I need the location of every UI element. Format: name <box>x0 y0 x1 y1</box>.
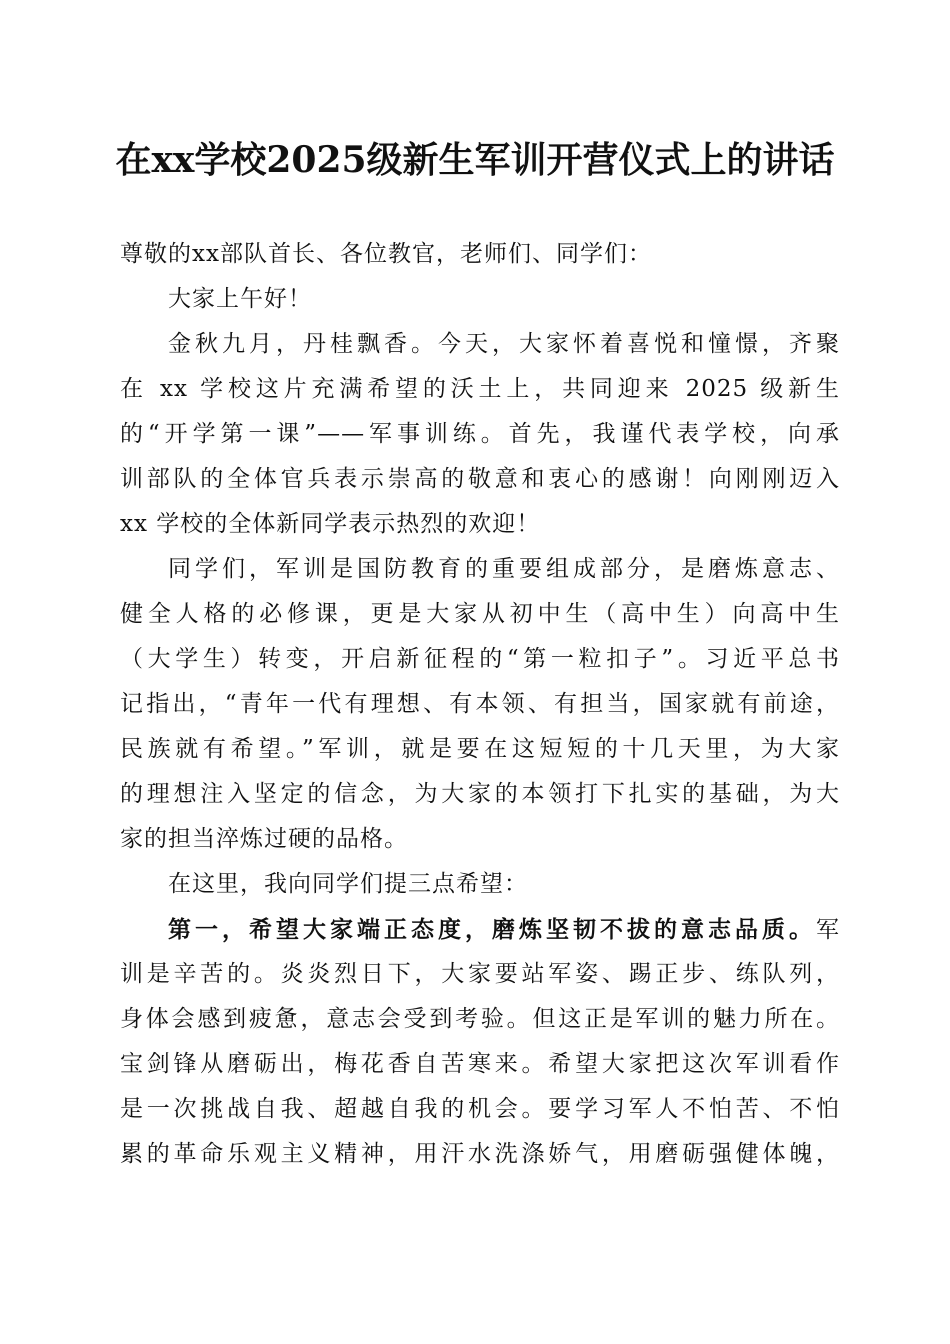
text-line: （大学生）转变，开启新征程的“第一粒扣子”。习近平总书 <box>120 646 840 672</box>
line-suffix-text: 军 <box>816 917 840 943</box>
text-line: 健全人格的必修课，更是大家从初中生（高中生）向高中生 <box>120 601 840 627</box>
text-line: 训是辛苦的。炎炎烈日下，大家要站军姿、踢正步、练队列， <box>120 961 840 987</box>
text-line <box>120 907 840 952</box>
text-line: 是一次挑战自我、超越自我的机会。要学习军人不怕苦、不怕 <box>120 1096 840 1122</box>
page-title: 在xx学校2025级新生军训开营仪式上的讲话 <box>115 139 835 181</box>
text-line: 宝剑锋从磨砺出，梅花香自苦寒来。希望大家把这次军训看作 <box>120 1051 840 1077</box>
text-line: 记指出，“青年一代有理想、有本领、有担当，国家就有前途， <box>120 691 840 717</box>
text-line: 累的革命乐观主义精神，用汗水洗涤娇气，用磨砺强健体魄， <box>120 1141 840 1167</box>
text-line: 训部队的全体官兵表示崇高的敬意和衷心的感谢！向刚刚迈入 <box>120 466 840 492</box>
text-line: 尊敬的xx部队首长、各位教官，老师们、同学们： <box>120 241 652 267</box>
text-line: 同学们，军训是国防教育的重要组成部分，是磨炼意志、 <box>168 556 840 582</box>
text-line: 金秋九月，丹桂飘香。今天，大家怀着喜悦和憧憬，齐聚 <box>168 331 840 357</box>
text-line: 在这里，我向同学们提三点希望： <box>168 871 528 897</box>
text-line: 民族就有希望。”军训，就是要在这短短的十几天里，为大家 <box>120 736 840 762</box>
speech-body <box>120 232 840 1177</box>
text-line: xx 学校的全体新同学表示热烈的欢迎！ <box>120 511 541 537</box>
text-line: 身体会感到疲惫，意志会受到考验。但这正是军训的魅力所在。 <box>120 1006 840 1032</box>
text-line: 大家上午好！ <box>168 286 312 312</box>
bold-heading-text: 第一，希望大家端正态度，磨炼坚韧不拔的意志品质。 <box>168 916 816 943</box>
text-line: 的理想注入坚定的信念，为大家的本领打下扎实的基础，为大 <box>120 781 840 807</box>
text-line: 家的担当淬炼过硬的品格。 <box>120 826 408 852</box>
text-line: 在 xx 学校这片充满希望的沃土上，共同迎来 2025 级新生 <box>120 376 840 402</box>
text-line: 的“开学第一课”——军事训练。首先，我谨代表学校，向承 <box>120 421 840 447</box>
